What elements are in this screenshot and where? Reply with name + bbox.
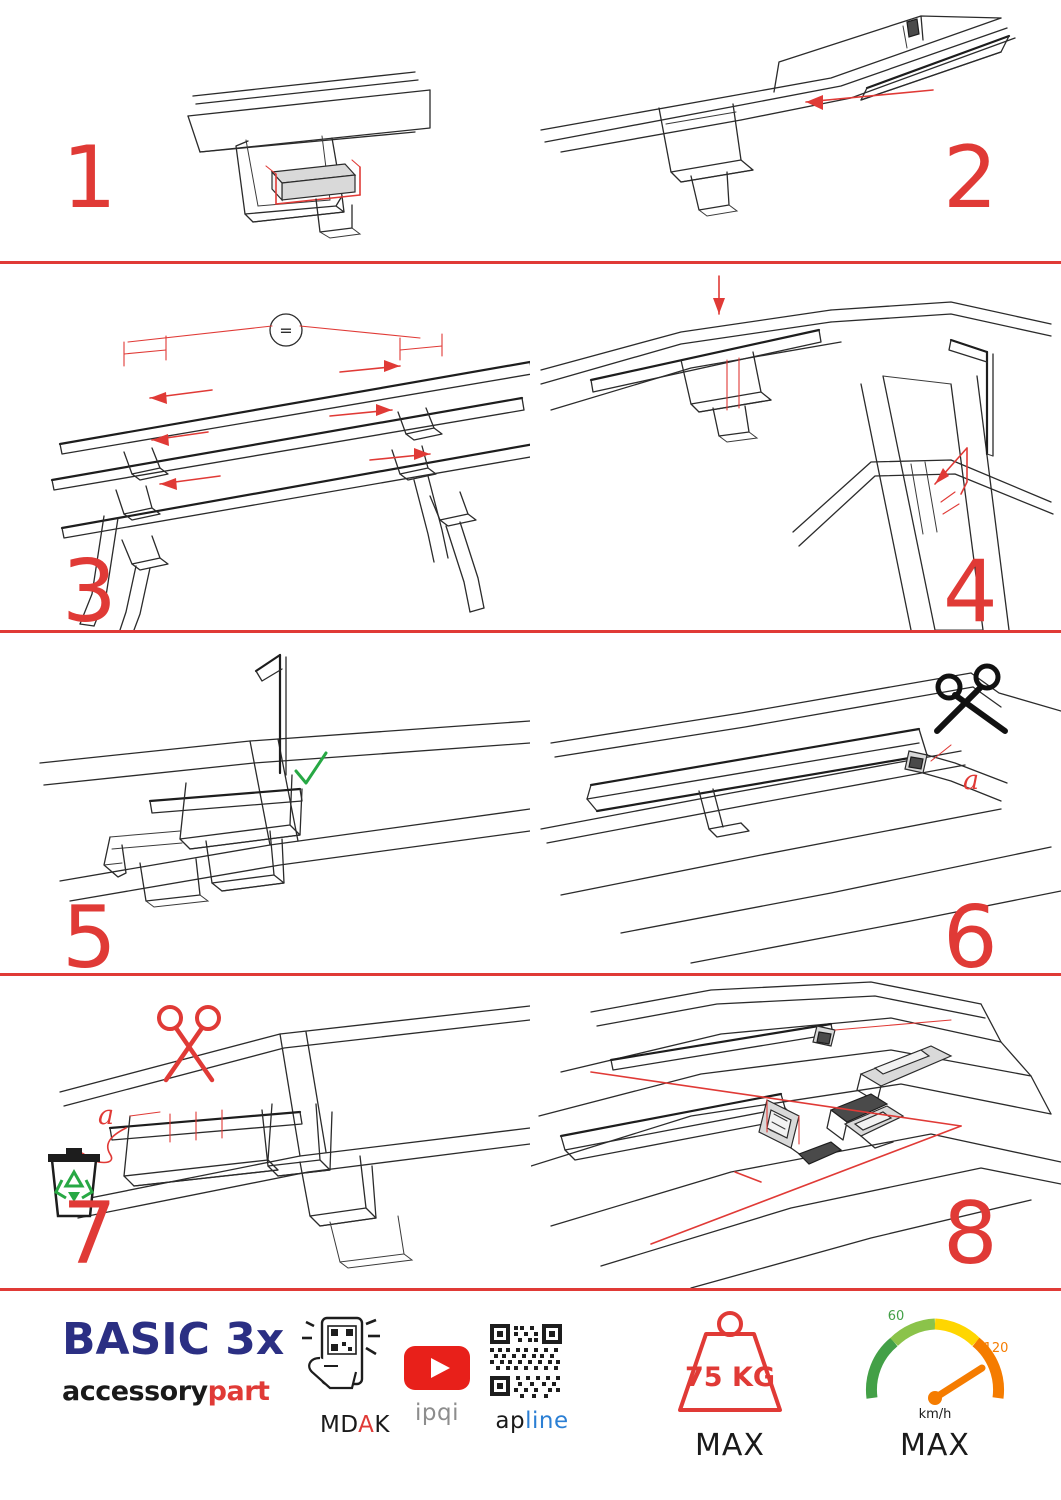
company-name-first: accessory: [62, 1376, 208, 1407]
qr-code: [462, 1318, 602, 1402]
logo-apline-caption: apline: [495, 1408, 569, 1434]
brand-model: [62, 1314, 312, 1365]
max-load-block: [640, 1304, 820, 1463]
gauge-tick-60: 60: [887, 1309, 905, 1324]
step-6-panel: [531, 633, 1061, 973]
logo-apline: [462, 1318, 602, 1434]
step-3-panel: [0, 264, 530, 630]
brand-block: [62, 1314, 312, 1407]
label-a: a: [98, 1100, 115, 1131]
step-7-number: 7: [62, 1184, 115, 1284]
step-1-number: 1: [62, 128, 115, 228]
company-name-second: part: [207, 1376, 270, 1407]
gauge-tick-120: 120: [983, 1341, 1009, 1356]
label-a: a: [963, 765, 980, 796]
step-7-panel: [0, 976, 530, 1288]
step-5-panel: [0, 633, 530, 973]
speedometer-icon: [850, 1300, 1020, 1424]
step-4-panel: [531, 264, 1061, 630]
brand-quantity: 3x: [225, 1314, 285, 1365]
step-8-panel: [531, 976, 1061, 1288]
max-load-label: MAX: [695, 1428, 765, 1463]
logo-ipqi-caption: ipqi: [415, 1400, 459, 1426]
step-2-number: 2: [943, 128, 996, 228]
max-speed-block: [850, 1300, 1020, 1463]
company-name: [62, 1378, 312, 1405]
step-2-panel: [531, 0, 1061, 261]
weight-icon: [640, 1304, 820, 1424]
brand-model-text: BASIC: [62, 1314, 210, 1365]
step-8-number: 8: [943, 1184, 996, 1284]
logo-mdak-caption: MDAK: [320, 1412, 390, 1438]
gauge-unit: km/h: [918, 1407, 952, 1422]
max-load-value: 75 KG: [684, 1362, 776, 1393]
footer: [0, 1290, 1061, 1500]
scissors-icon: [937, 666, 1005, 731]
max-speed-label: MAX: [900, 1428, 970, 1463]
step-6-number: 6: [943, 888, 996, 973]
equal-symbol: =: [279, 321, 293, 340]
step-3-number: 3: [62, 542, 115, 630]
step-1-panel: [0, 0, 530, 261]
step-4-number: 4: [943, 542, 996, 630]
scissors-icon: [159, 1007, 219, 1080]
step-5-number: 5: [62, 888, 115, 973]
